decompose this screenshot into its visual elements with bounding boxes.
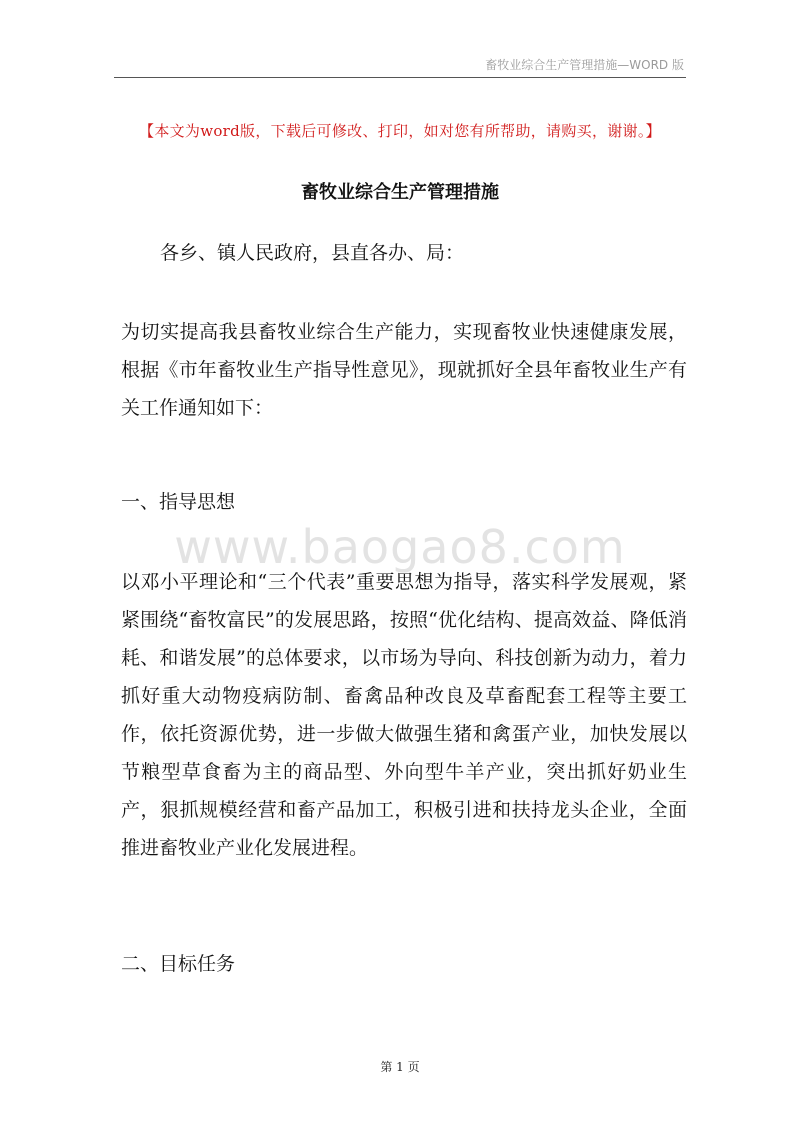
document-title: 畜牧业综合生产管理措施 bbox=[301, 182, 499, 203]
page-number: 第 1 页 bbox=[380, 1060, 420, 1074]
salutation: 各乡、镇人民政府，县直各办、局： bbox=[160, 242, 465, 264]
watermark: www.baogao8.com bbox=[174, 520, 626, 574]
section-heading-objectives: 二、目标任务 bbox=[121, 953, 236, 975]
running-header: 畜牧业综合生产管理措施—WORD 版 bbox=[485, 58, 684, 72]
purchase-notice: 【本文为word版，下载后可修改、打印，如对您有所帮助，请购买，谢谢。】 bbox=[139, 122, 661, 140]
guiding-ideology-paragraph: 以邓小平理论和“三个代表”重要思想为指导，落实科学发展观，紧紧围绕“畜牧富民”的发展思路，按照“优化结构、提高效益、降低消耗、和谐发展”的总体要求，以市场为导向、科技创新为动力，着力抓好重大动物疫病防制、畜禽品种改良及草畜配套工程等主要工作，依托资源优势，进一步做大做强生猪和禽蛋产业，加快发展以节粮型草食畜为主的商品型、外向型牛羊产业，突出抓好奶业生产，狠抓规模经营和畜产品加工，积极引进和扶持龙头企业，全面推进畜牧业产业化发展进程。 bbox=[121, 571, 687, 859]
section-heading-guiding-ideology: 一、指导思想 bbox=[121, 491, 236, 513]
header-divider bbox=[114, 77, 686, 78]
intro-paragraph: 为切实提高我县畜牧业综合生产能力，实现畜牧业快速健康发展，根据《市年畜牧业生产指导性意见》，现就抓好全县年畜牧业生产有关工作通知如下： bbox=[121, 321, 687, 419]
